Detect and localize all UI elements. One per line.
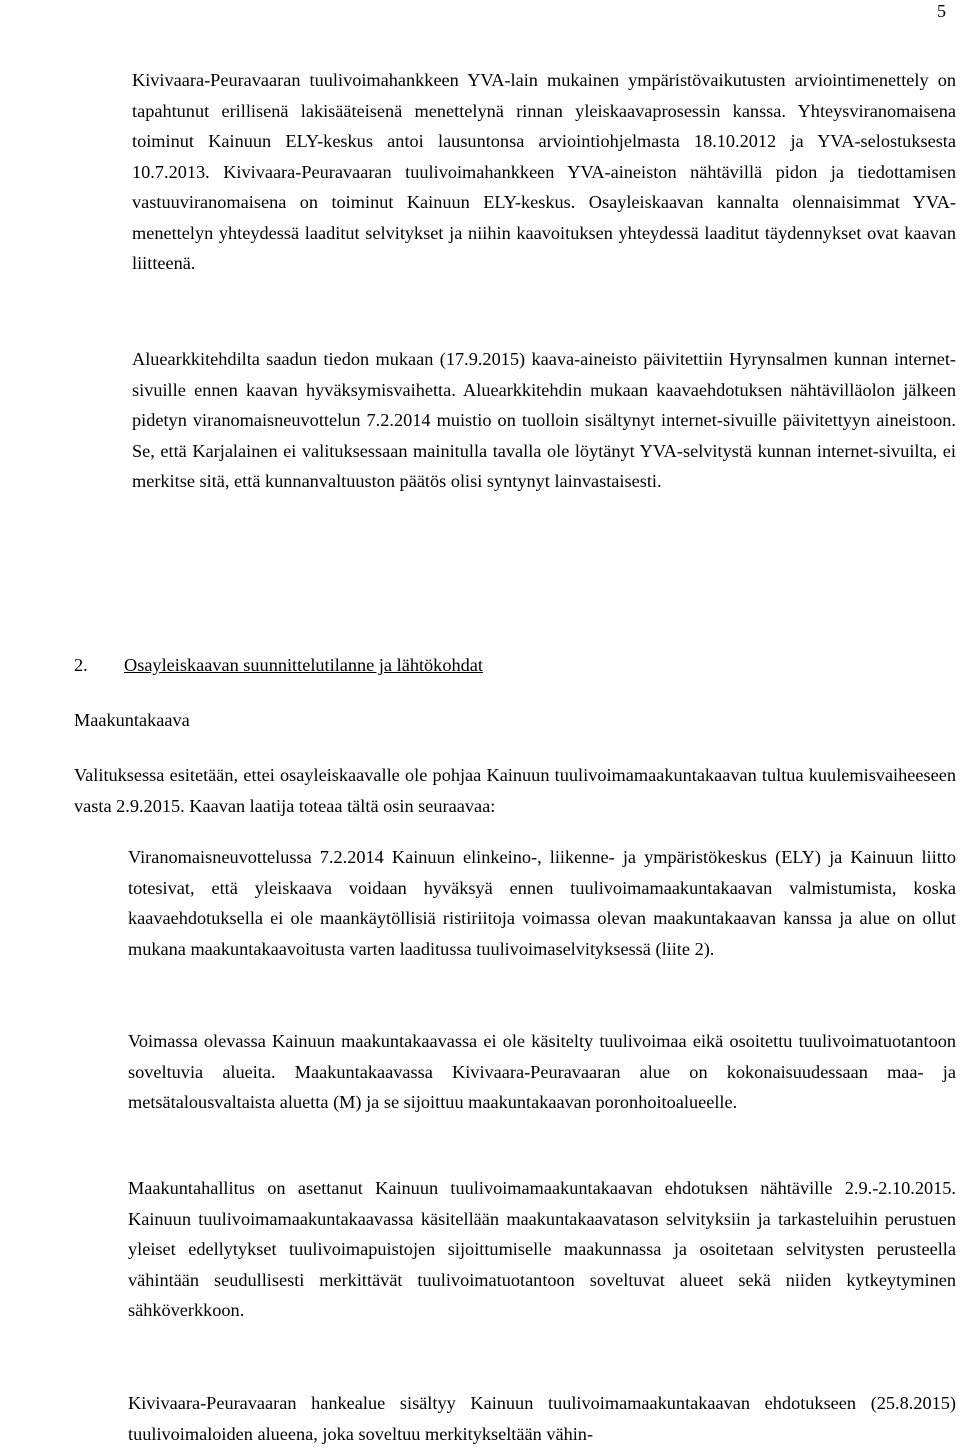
paragraph-yva-procedure: Kivivaara-Peuravaaran tuulivoimahankkeen YVA-lain mukainen ympäristövaikutusten arviointimenettely on tapahtunut erillisenä lakisääteisenä menettelynä rinnan yleiskaavaprosessin kanssa. Yhteysviranomaisena toiminut Kainuun ELY-keskus antoi lausuntonsa arviointiohjelmasta 18.10.2012 ja YVA-selostuksesta 10.7.2013. Kivivaara-Peuravaaran tuulivoimahankkeen YVA-aineiston nähtävillä pidon ja tiedottamisen vastuuviranomaisena on toiminut Kainuun ELY-keskus. Osayleiskaavan kannalta olennaisimmat YVA-menettelyn yhteydessä laaditut selvitykset ja niihin kaavoituksen yhteydessä laaditut täydennykset ovat kaavan liitteenä. [132, 70, 956, 273]
quote-paragraph-project-area: Kivivaara-Peuravaaran hankealue sisältyy Kainuun tuulivoimamaakuntakaavan ehdotukseen (25.8.2015) tuulivoimaloiden alueena, joka soveltuu merkitykseltään vähin- [128, 1393, 956, 1444]
subheading-maakuntakaava: Maakuntakaava [74, 710, 190, 730]
paragraph-internet-material: Aluearkkitehdilta saadun tiedon mukaan (17.9.2015) kaava-aineisto päivitettiin Hyrynsalmen kunnan internet-sivuille ennen kaavan hyväksymisvaihetta. Aluearkkitehdin mukaan kaavaehdotuksen nähtävilläolon jälkeen pidetyn viranomaisneuvottelun 7.2.2014 muistio on tuolloin sisältynyt internet-sivuille päivitettyyn aineistoon. Se, että Karjalainen ei valituksessaan mainitulla tavalla ole löytänyt YVA-selvitystä kunnan internet-sivuilta, ei merkitse sitä, että kunnanvaltuuston päätös olisi syntynyt lainvastaisesti. [132, 349, 956, 491]
quote-paragraph-wind-plan-proposal: Maakuntahallitus on asettanut Kainuun tuulivoimamaakuntakaavan ehdotuksen nähtäville 2.9.-2.10.2015. Kainuun tuulivoimamaakuntakaavassa käsitellään maakuntakaavatason selvityksiin ja tarkasteluihin perustuen yleiset edellytykset tuulivoimapuistojen sijoittumiselle maakunnassa ja osoitetaan selvitysten perusteella vähintään seudullisesti merkittävät tuulivoimatuotantoon soveltuvat alueet sekä niiden kytkeytyminen sähköverkkoon. [128, 1178, 956, 1320]
section-number: 2. [74, 655, 88, 675]
page-number: 5 [937, 1, 946, 21]
paragraph-appeal-claim: Valituksessa esitetään, ettei osayleiskaavalle ole pohjaa Kainuun tuulivoimamaakuntakaavan tultua kuulemisvaiheeseen vasta 2.9.2015. Kaavan laatija toteaa tältä osin seuraavaa: [74, 765, 956, 816]
section-title: Osayleiskaavan suunnittelutilanne ja lähtökohdat [124, 655, 483, 675]
section-heading [74, 650, 954, 680]
quote-paragraph-authority-meeting: Viranomaisneuvottelussa 7.2.2014 Kainuun elinkeino-, liikenne- ja ympäristökeskus (ELY) ja Kainuun liitto totesivat, että yleiskaava voidaan hyväksyä ennen tuulivoimamaakuntakaavan valmistumista, koska kaavaehdotuksella ei ole maankäytöllisiä ristiriitoja voimassa olevan maakuntakaavan kanssa ja alue on ollut mukana maakuntakaavoitusta varten laaditussa tuulivoimaselvityksessä (liite 2). [128, 847, 956, 959]
quote-paragraph-regional-plan: Voimassa olevassa Kainuun maakuntakaavassa ei ole käsitelty tuulivoimaa eikä osoitettu tuulivoimatuotantoon soveltuvia alueita. Maakuntakaavassa Kivivaara-Peuravaaran alue on kokonaisuudessaan maa- ja metsätalousvaltaista aluetta (M) ja se sijoittuu maakuntakaavan poronhoitoalueelle. [128, 1031, 956, 1112]
